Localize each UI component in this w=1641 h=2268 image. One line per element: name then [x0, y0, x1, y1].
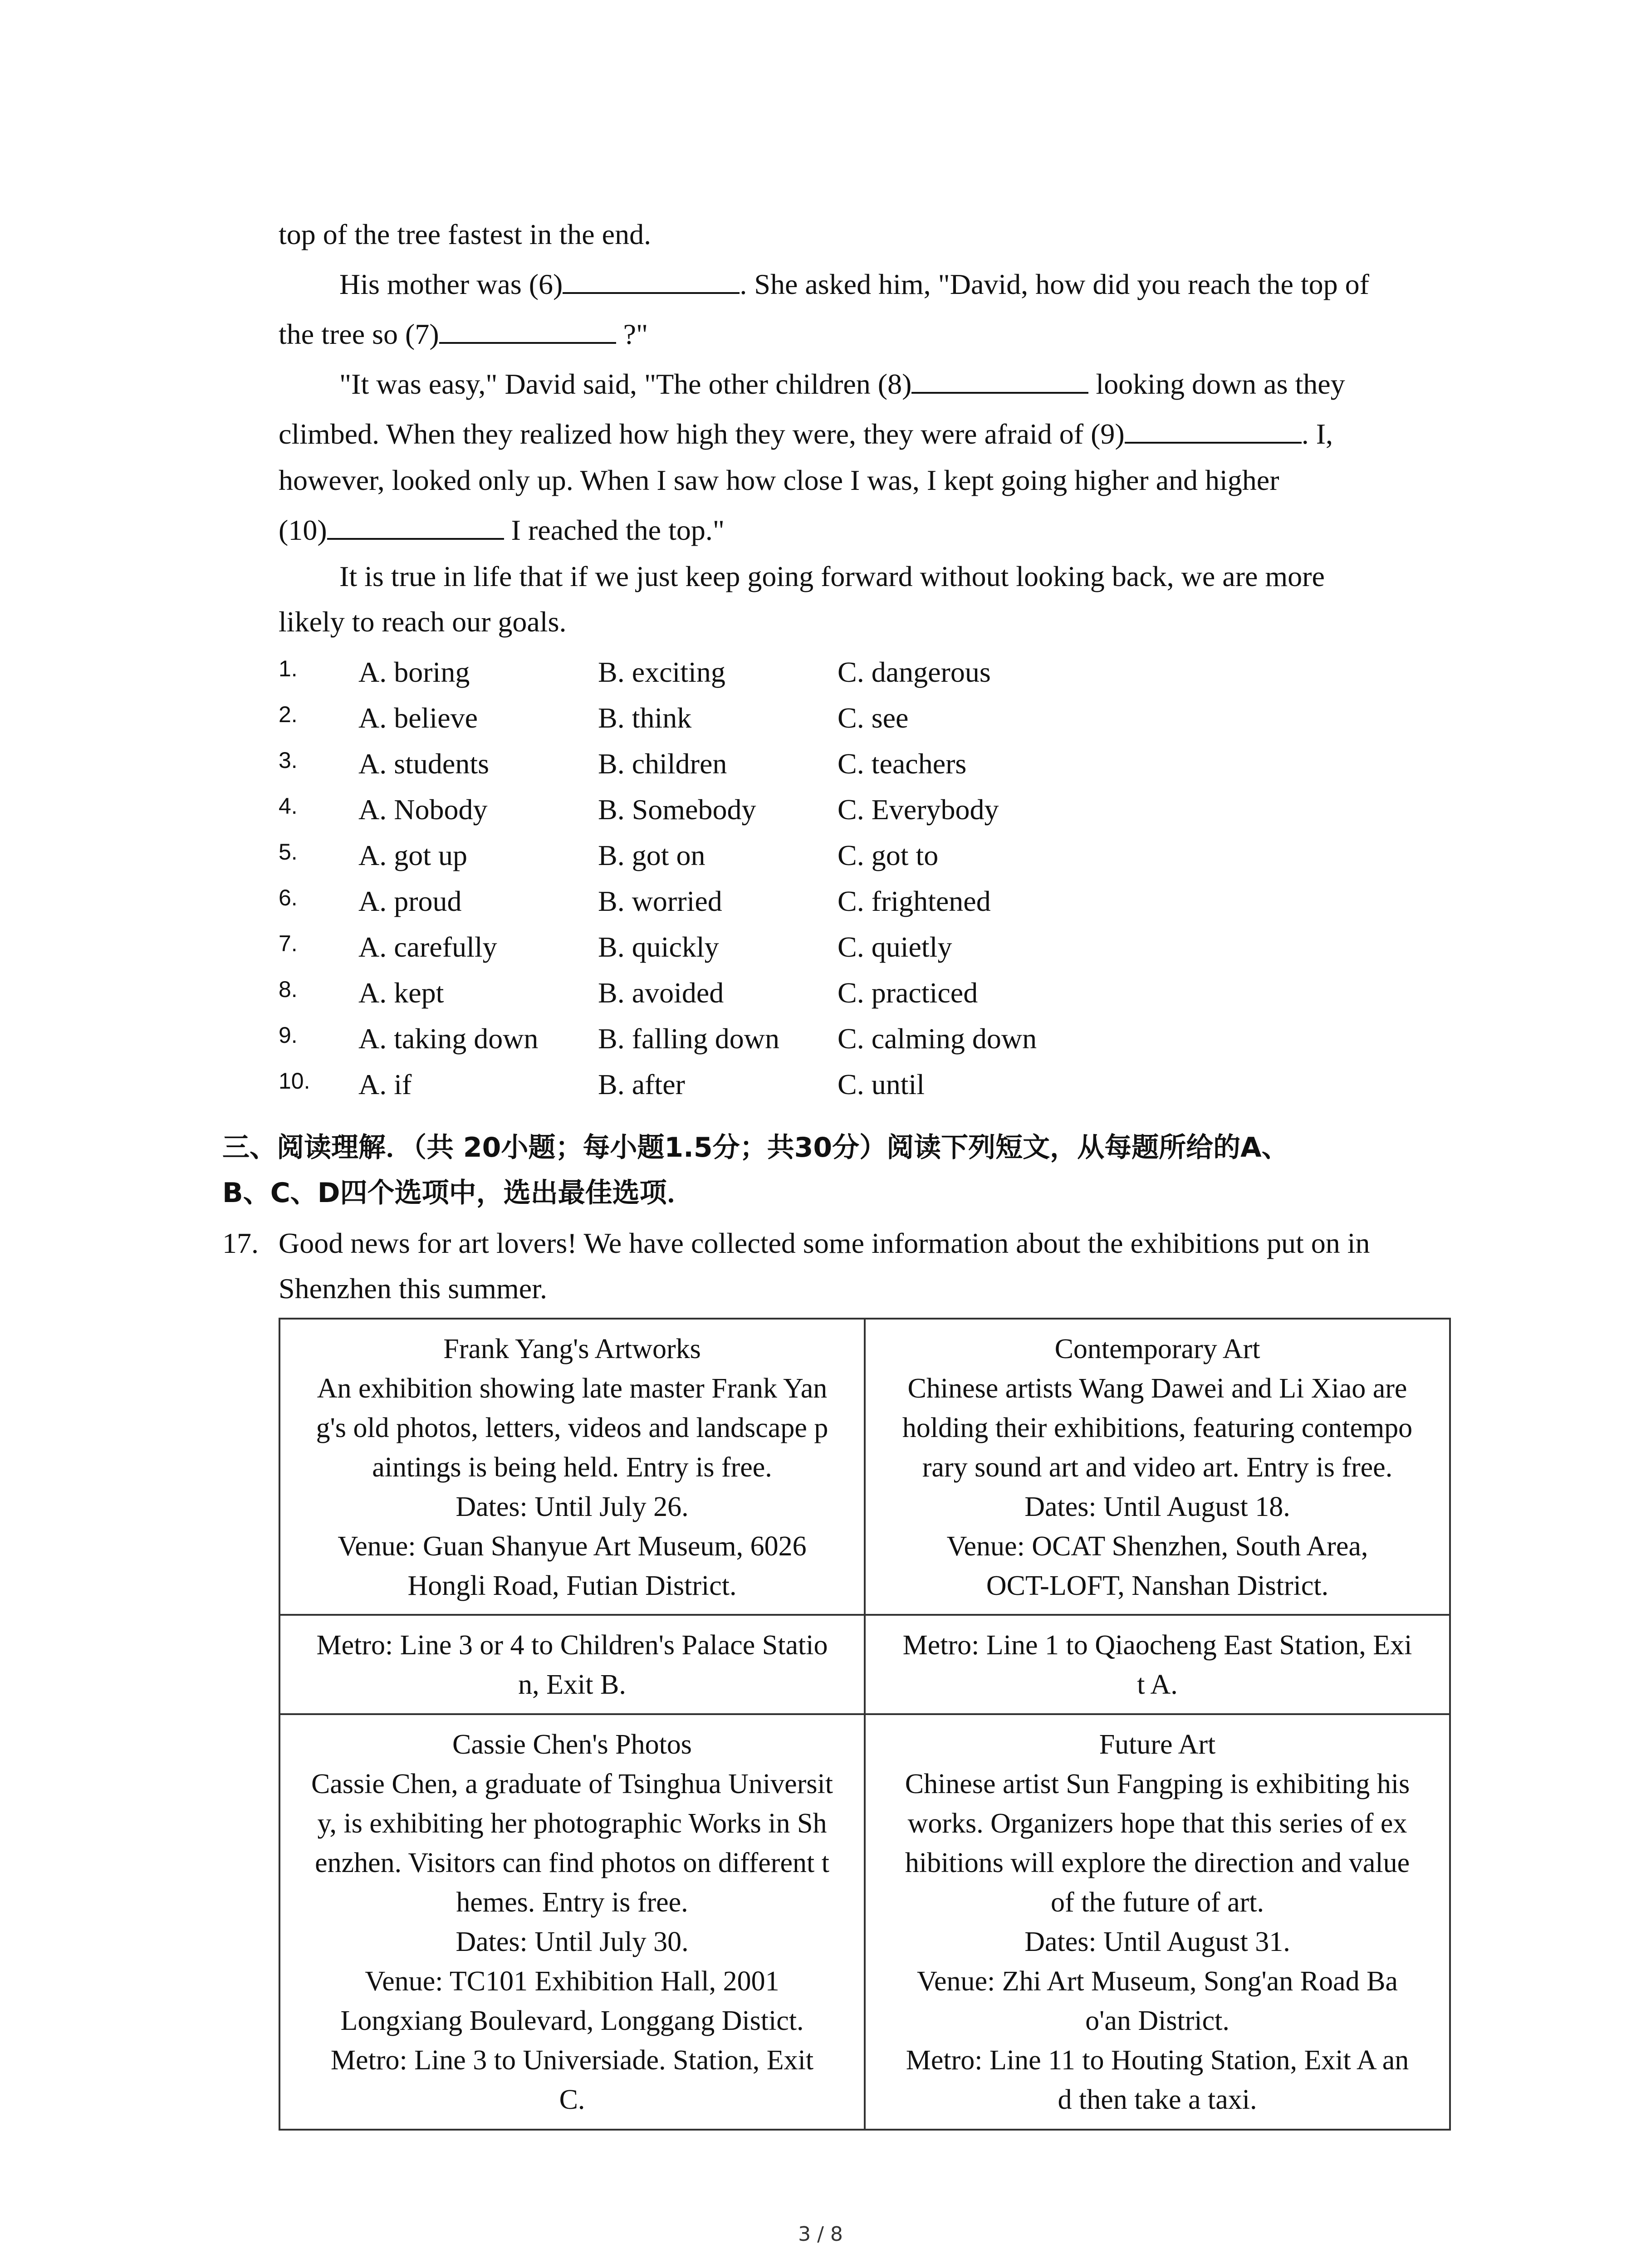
table-cell-line: Metro: Line 11 to Houting Station, Exit A an [906, 2045, 1409, 2076]
option-number: 6. [279, 885, 298, 910]
table-cell-line: Chinese artists Wang Dawei and Li Xiao are [907, 1373, 1407, 1404]
option-number: 8. [279, 977, 298, 1002]
table-cell-line: An exhibition showing late master Frank Yan [317, 1373, 828, 1404]
table-cell-line: aintings is being held. Entry is free. [372, 1452, 772, 1483]
table-cell-line: Metro: Line 3 or 4 to Children's Palace Statio [316, 1630, 828, 1661]
option-c[interactable]: C. frightened [838, 885, 991, 917]
page-number: 3 / 8 [798, 2223, 843, 2246]
table-cell-line: n, Exit B. [518, 1669, 626, 1700]
table-cell-line: Frank Yang's Artworks [443, 1334, 701, 1364]
passage-line-4 [339, 366, 1345, 403]
option-a[interactable]: A. proud [358, 885, 462, 917]
question-text-line-2: Shenzhen this summer. [279, 1272, 547, 1305]
answer-blank-6[interactable] [563, 267, 740, 294]
passage-line-6 [279, 462, 1279, 499]
option-c[interactable]: C. calming down [838, 1022, 1037, 1055]
answer-blank-9[interactable] [1125, 416, 1302, 444]
table-cell [865, 1714, 1450, 2130]
passage-text: His mother was (6) [339, 268, 563, 300]
option-number: 3. [279, 748, 298, 773]
option-b[interactable]: B. think [598, 702, 692, 734]
option-c[interactable]: C. got to [838, 839, 939, 871]
option-b[interactable]: B. Somebody [598, 793, 756, 826]
table-cell-line: g's old photos, letters, videos and landscape p [316, 1413, 828, 1443]
table-cell-line: Dates: Until August 18. [1024, 1491, 1290, 1522]
table-cell-line: enzhen. Visitors can find photos on different t [315, 1848, 829, 1878]
table-cell-line: o'an District. [1085, 2005, 1230, 2036]
table-cell-line: Metro: Line 1 to Qiaocheng East Station, Exi [902, 1630, 1412, 1661]
passage-line-1 [279, 216, 651, 253]
table-cell [865, 1615, 1450, 1714]
table-cell-line: Cassie Chen's Photos [452, 1729, 692, 1760]
passage-line-2 [339, 266, 1369, 303]
passage-text: top of the tree fastest in the end. [279, 218, 652, 250]
passage-line-3 [279, 316, 648, 353]
question-text-line-1: Good news for art lovers! We have collected some information about the exhibitions put on in [279, 1227, 1370, 1259]
passage-text: (10) [279, 514, 327, 546]
table-cell-line: holding their exhibitions, featuring contempo [902, 1413, 1413, 1443]
option-row [279, 787, 1231, 832]
table-cell-line: Chinese artist Sun Fangping is exhibiting his [905, 1769, 1410, 1799]
option-a[interactable]: A. taking down [358, 1022, 539, 1055]
table-cell-line: C. [559, 2084, 585, 2115]
option-c[interactable]: C. teachers [838, 748, 967, 780]
table-cell-line: d then take a taxi. [1058, 2084, 1257, 2115]
option-row [279, 650, 1231, 695]
table-cell-line: of the future of art. [1051, 1887, 1264, 1918]
option-a[interactable]: A. believe [358, 702, 478, 734]
passage-text: however, looked only up. When I saw how close I was, I kept going higher and higher [279, 464, 1279, 496]
option-row [279, 879, 1231, 924]
table-cell-line: Dates: Until July 30. [456, 1926, 689, 1957]
table-cell-line: Future Art [1099, 1729, 1216, 1760]
option-c[interactable]: C. quietly [838, 931, 952, 963]
section-heading-line-1: 三、阅读理解．（共 20小题；每小题1.5分；共30分）阅读下列短文，从每题所给的A、 [222, 1132, 1289, 1163]
passage-text: ?" [616, 318, 648, 350]
table-row [279, 1319, 1450, 1615]
table-row [279, 1714, 1450, 2130]
option-number: 2. [279, 702, 298, 727]
option-number: 7. [279, 931, 298, 956]
option-row [279, 1016, 1231, 1061]
option-row [279, 741, 1231, 787]
table-cell-line: hibitions will explore the direction and value [905, 1848, 1410, 1878]
passage-text: . I, [1301, 418, 1333, 450]
table-cell-line: Venue: Zhi Art Museum, Song'an Road Ba [917, 1966, 1398, 1997]
option-b[interactable]: B. got on [598, 839, 705, 871]
option-b[interactable]: B. children [598, 748, 727, 780]
option-c[interactable]: C. dangerous [838, 656, 991, 688]
table-cell [865, 1319, 1450, 1615]
table-cell-line: Venue: TC101 Exhibition Hall, 2001 [365, 1966, 779, 1997]
option-row [279, 1062, 1231, 1107]
option-row [279, 970, 1231, 1016]
option-row [279, 924, 1231, 970]
table-cell-line: Longxiang Boulevard, Longgang Distict. [340, 2005, 804, 2036]
table-cell-line: OCT-LOFT, Nanshan District. [986, 1570, 1329, 1601]
table-cell-line: Venue: OCAT Shenzhen, South Area, [946, 1531, 1368, 1562]
table-cell-line: Contemporary Art [1054, 1334, 1260, 1364]
passage-text: "It was easy," David said, "The other children (8) [339, 368, 912, 400]
option-b[interactable]: B. falling down [598, 1022, 779, 1055]
option-number: 5. [279, 839, 298, 865]
passage-line-8 [339, 558, 1325, 595]
passage-text: the tree so (7) [279, 318, 439, 350]
passage-text: likely to reach our goals. [279, 606, 567, 638]
passage-line-5 [279, 415, 1333, 453]
option-number: 1. [279, 656, 298, 681]
passage-text: It is true in life that if we just keep going forward without looking back, we are more [339, 560, 1325, 592]
passage-text: climbed. When they realized how high they were, they were afraid of (9) [279, 418, 1125, 450]
option-a[interactable]: A. carefully [358, 931, 497, 963]
option-b[interactable]: B. worried [598, 885, 722, 917]
passage-line-7 [279, 512, 725, 549]
passage-text: looking down as they [1088, 368, 1345, 400]
table-cell-line: Dates: Until July 26. [456, 1491, 689, 1522]
option-c[interactable]: C. Everybody [838, 793, 999, 826]
option-c[interactable]: C. practiced [838, 977, 978, 1009]
table-cell-line: Metro: Line 3 to Universiade. Station, Exit [330, 2045, 814, 2076]
option-b[interactable]: B. exciting [598, 656, 725, 688]
table-cell [279, 1615, 865, 1714]
option-a[interactable]: A. boring [358, 656, 470, 688]
option-number: 10. [279, 1068, 310, 1094]
exhibitions-table [279, 1318, 1451, 2131]
passage-text: I reached the top." [504, 514, 725, 546]
answer-blank-10[interactable] [327, 513, 504, 540]
table-cell-line: Venue: Guan Shanyue Art Museum, 6026 [338, 1531, 807, 1562]
table-cell-line: y, is exhibiting her photographic Works in Sh [317, 1808, 827, 1839]
option-b[interactable]: B. after [598, 1068, 685, 1100]
option-b[interactable]: B. avoided [598, 977, 724, 1009]
option-b[interactable]: B. quickly [598, 931, 719, 963]
table-cell-line: rary sound art and video art. Entry is free. [922, 1452, 1393, 1483]
table-cell-line: works. Organizers hope that this series of ex [907, 1808, 1407, 1839]
answer-blank-8[interactable] [911, 367, 1088, 394]
table-cell [279, 1714, 865, 2130]
table-cell-line: Cassie Chen, a graduate of Tsinghua Universit [311, 1769, 833, 1799]
option-row [279, 695, 1231, 741]
section-heading-line-2: B、C、D四个选项中，选出最佳选项． [222, 1177, 694, 1209]
option-row [279, 833, 1231, 878]
option-c[interactable]: C. see [838, 702, 909, 734]
table-cell [279, 1319, 865, 1615]
option-a[interactable]: A. if [358, 1068, 412, 1100]
option-number: 9. [279, 1022, 298, 1048]
passage-text: . She asked him, "David, how did you reach the top of [740, 268, 1369, 300]
option-a[interactable]: A. Nobody [358, 793, 488, 826]
table-cell-line: hemes. Entry is free. [456, 1887, 688, 1918]
question-number: 17. [222, 1227, 259, 1259]
table-cell-line: t A. [1137, 1669, 1178, 1700]
passage-line-9 [279, 603, 566, 640]
table-cell-line: Dates: Until August 31. [1024, 1926, 1290, 1957]
option-c[interactable]: C. until [838, 1068, 925, 1100]
option-a[interactable]: A. students [358, 748, 489, 780]
option-a[interactable]: A. got up [358, 839, 467, 871]
table-row [279, 1615, 1450, 1714]
option-a[interactable]: A. kept [358, 977, 444, 1009]
option-number: 4. [279, 793, 298, 819]
table-cell-line: Hongli Road, Futian District. [407, 1570, 737, 1601]
answer-blank-7[interactable] [439, 317, 616, 344]
